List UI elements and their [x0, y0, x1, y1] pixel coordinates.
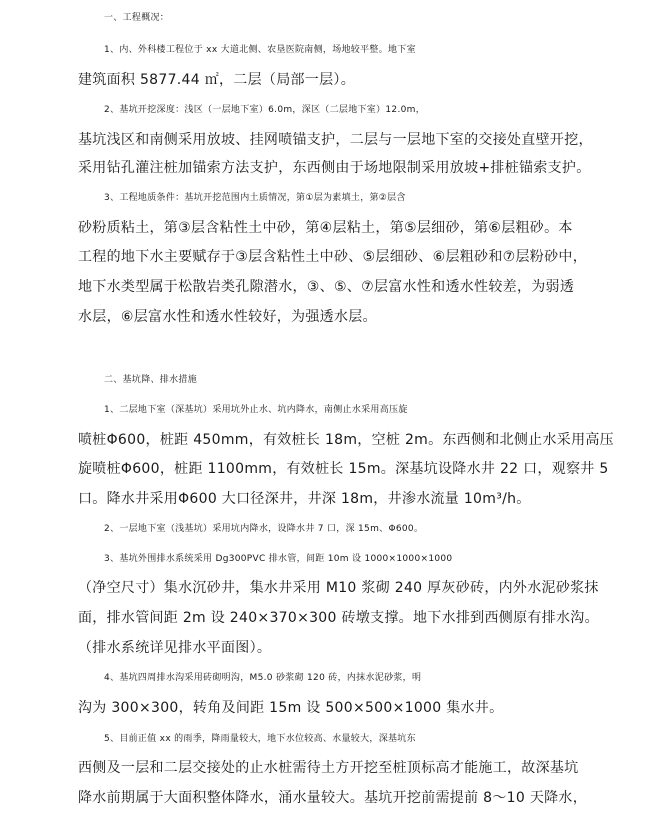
paragraph-line: 面，排水管间距 2m 设 240×370×300 砖墩支撑。地下水排到西侧原有排水沟。: [78, 610, 599, 626]
paragraph-line: 建筑面积 5877.44 ㎡，二层（局部一层）。: [78, 72, 355, 88]
paragraph-line: （排水系统详见排水平面图）。: [78, 640, 272, 656]
paragraph-line: 1、内、外科楼工程位于 xx 大道北侧、农垦医院南侧，场地较平整。地下室: [104, 45, 416, 55]
paragraph-line: 地下水类型属于松散岩类孔隙潜水，③、⑤、⑦层富水性和透水性较差，为弱透: [78, 279, 575, 295]
paragraph-line: （净空尺寸）集水沉砂井，集水井采用 M10 浆砌 240 厚灰砂砖，内外水泥砂浆抹: [78, 580, 599, 596]
paragraph-line: 3、工程地质条件：基坑开挖范围内土质情况，第①层为素填土，第②层含: [104, 193, 406, 203]
paragraph-line: 3、基坑外围排水系统采用 Dg300PVC 排水管，间距 10m 设 1000×1000×1000: [104, 554, 453, 564]
paragraph-line: 西侧及一层和二层交接处的止水桩需待土方开挖至桩顶标高才能施工，故深基坑: [78, 760, 579, 776]
paragraph-line: 沟为 300×300，转角及间距 15m 设 500×500×1000 集水井。: [78, 700, 504, 716]
paragraph-line: 口。降水井采用Φ600 大口径深井，井深 18m，井渗水流量 10m³/h。: [78, 491, 531, 507]
paragraph-line: 砂粉质粘土，第③层含粘性土中砂，第④层粘土，第⑤层细砂，第⑥层粗砂。本: [78, 220, 573, 236]
paragraph-line: 2、一层地下室（浅基坑）采用坑内降水，设降水井 7 口，深 15m、Φ600。: [104, 524, 424, 534]
paragraph-line: 旋喷桩Φ600，桩距 1100mm，有效桩长 15m。深基坑设降水井 22 口，观察井 5: [78, 461, 609, 477]
section-heading: 一、工程概况：: [104, 13, 170, 23]
paragraph-line: 采用钻孔灌注桩加锚索方法支护，东西侧由于场地限制采用放坡+排桩锚索支护。: [78, 160, 591, 176]
paragraph-line: 降水前期属于大面积整体降水，涌水量较大。基坑开挖前需提前 8～10 天降水，: [78, 790, 588, 806]
section-heading: 二、基坑降、排水措施: [104, 375, 198, 385]
paragraph-line: 喷桩Φ600，桩距 450mm，有效桩长 18m，空桩 2m。东西侧和北侧止水采用高压: [78, 432, 614, 448]
paragraph-line: 基坑浅区和南侧采用放坡、挂网喷锚支护，二层与一层地下室的交接处直壁开挖，: [78, 132, 593, 148]
paragraph-line: 工程的地下水主要赋存于③层含粘性土中砂、⑤层细砂、⑥层粗砂和⑦层粉砂中，: [78, 249, 588, 265]
paragraph-line: 2、基坑开挖深度：浅区（一层地下室）6.0m，深区（二层地下室）12.0m，: [104, 105, 426, 115]
paragraph-line: 水层，⑥层富水性和透水性较好，为强透水层。: [78, 309, 377, 325]
paragraph-line: 1、二层地下室（深基坑）采用坑外止水、坑内降水，南侧止水采用高压旋: [104, 405, 408, 415]
paragraph-line: 5、目前正值 xx 的雨季，降雨量较大，地下水位较高、水量较大，深基坑东: [104, 734, 416, 744]
paragraph-line: 4、基坑四周排水沟采用砖砌明沟，M5.0 砂浆砌 120 砖，内抹水泥砂浆，明: [104, 673, 422, 683]
